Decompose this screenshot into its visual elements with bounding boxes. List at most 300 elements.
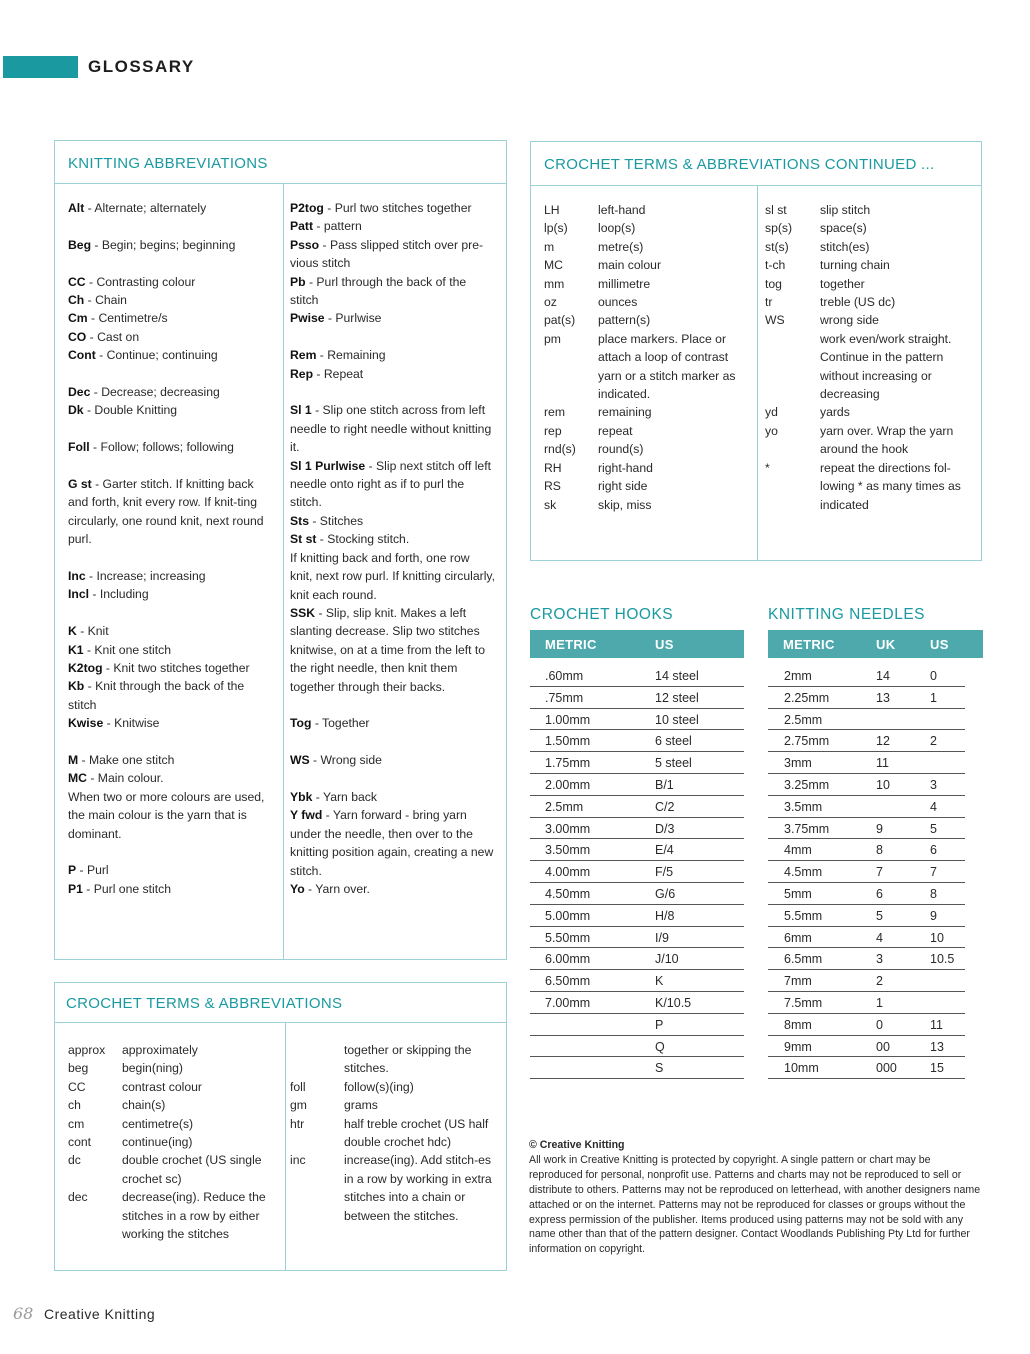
glossary-definition: treble (US dc) [820,295,896,310]
table-row [768,861,965,883]
glossary-definition: wrong side [820,313,879,328]
table-cell: 11 [930,1017,943,1032]
table-cell: G/6 [655,887,676,901]
glossary-term: rem [544,405,565,420]
table-cell: E/4 [655,843,674,858]
table-cell: 5.50mm [545,930,591,945]
glossary-definition: pattern(s) [598,313,651,328]
glossary-term: * [765,460,770,475]
table-row [768,796,965,818]
glossary-row [290,1115,500,1152]
abbreviation-term: Pwise [290,311,325,326]
glossary-row [68,1151,278,1188]
table-row [768,927,965,949]
table-cell: 14 [876,669,890,683]
glossary-term: inc [290,1153,306,1168]
glossary-row [544,238,749,256]
column-divider [285,1023,286,1270]
abbreviation-definition: - Knit two stitches together [102,661,250,676]
table-cell: I/9 [655,930,669,945]
abbreviation-definition: - Contrasting colour [85,274,196,289]
abbreviation-term: M [68,753,79,768]
abbreviation-group [290,199,495,328]
abbreviation-term: P2tog [290,201,324,215]
abbreviation-definition: - Decrease; decreasing [90,385,220,400]
glossary-term: yd [765,405,778,420]
table-cell: 6mm [784,930,812,945]
table-row [768,774,965,796]
table-row [530,992,744,1014]
abbreviation-definition: - Repeat [313,366,364,381]
table-cell: 10 [930,930,944,945]
table-row [530,1036,744,1058]
glossary-definition: slip stitch [820,203,871,217]
glossary-definition: right side [598,479,648,494]
table-cell: 7 [930,865,937,880]
table-cell: 3.00mm [545,821,591,836]
abbreviation-group [68,622,273,732]
abbreviation-term: Kb [68,679,85,694]
abbreviation-definition: - Stocking stitch. [316,532,410,547]
table-cell: 10.5 [930,952,955,967]
glossary-term: t-ch [765,258,786,273]
glossary-row [544,459,749,477]
glossary-term: WS [765,313,785,328]
table-cell: .75mm [545,690,584,705]
abbreviation-term: Psso [290,237,320,252]
table-cell: 4 [876,930,883,945]
crochet-terms-right [290,1041,500,1225]
abbreviation-term: Ch [68,293,85,307]
glossary-row [765,275,975,293]
abbreviation-term: G st [68,477,92,492]
abbreviation-term: Pb [290,274,306,289]
glossary-row [544,256,749,274]
abbreviation-definition: - Main colour. [86,771,164,786]
abbreviation-term: Kwise [68,716,104,731]
abbreviation-definition: - Slip, slip knit. Makes a left slanting decrease. Slip two stitches knitwise, on at a time from the left to the right needle, then knit them together through their backs. [290,605,486,694]
knitting-abbreviations-title: KNITTING ABBREVIATIONS [68,155,268,172]
abbreviation-definition: - Purl two stitches together [323,201,472,215]
table-cell: 2 [930,734,937,749]
glossary-row [544,403,749,421]
table-cell: 2.00mm [545,778,591,792]
abbreviation-definition: - Make one stitch [78,753,175,768]
knitting-col-right [290,199,495,898]
table-cell: 3mm [784,756,812,771]
glossary-row [544,219,749,237]
glossary-term: cm [68,1116,85,1131]
glossary-term: approx [68,1043,106,1057]
abbreviation-group [68,383,273,420]
abbreviation-term: Cont [68,348,96,363]
table-row [768,1057,965,1079]
table-cell: 3.50mm [545,843,591,858]
table-row [530,1014,744,1036]
abbreviation-group [68,475,273,549]
hooks-header-metric: METRIC [545,637,597,652]
glossary-term [290,1041,344,1078]
table-row [530,839,744,861]
table-cell: 2.5mm [784,712,823,727]
page-number: 68 [13,1304,34,1323]
glossary-definition: decrease(ing). Reduce the stitches in a row by either working the stitches [122,1190,266,1242]
glossary-row [765,422,975,459]
glossary-row [765,293,975,311]
glossary-term: mm [544,276,565,291]
glossary-definition: begin(ning) [122,1061,183,1076]
abbreviation-term: Alt [68,201,85,215]
table-cell: 0 [876,1017,883,1032]
glossary-row [765,330,975,404]
glossary-term: gm [290,1098,307,1113]
knitting-col-left [68,199,273,898]
table-cell: 10 [876,778,890,792]
table-row [530,752,744,774]
glossary-term: m [544,239,555,254]
abbreviation-definition: - Alternate; alternately [84,201,207,215]
abbreviation-definition: - Knit through the back of the stitch [68,679,245,712]
knitting-needles-header [768,630,983,658]
glossary-definition: approximately [122,1043,198,1057]
glossary-row [68,1096,278,1114]
copyright-text: All work in Creative Knitting is protected by copyright. A single pattern or chart may be reproduced for personal, nonprofit use. Patterns and charts may not be reproduced to sell or distribute to others. Patterns may not be reproduced on letterhead, with another designers name attached or on the internet. Patterns may not be reproduced for classes or groups without the express permission of the publisher. Items produced using patterns may not be sold with any name other than that of the pattern designer. Contact Woodlands Publishing Pty Ltd for further information on copyright. [529,1153,981,1256]
table-row [530,730,744,752]
abbreviation-term: CC [68,274,86,289]
glossary-row [68,1115,278,1133]
abbreviation-definition: - Slip one stitch across from left needle to right needle without knitting it. [290,403,492,455]
glossary-definition: millimetre [598,276,651,291]
abbreviation-term: K [68,624,77,639]
abbreviation-definition: - Double Knitting [83,403,178,418]
abbreviation-definition: - Stitches [308,513,364,528]
glossary-term: pat(s) [544,313,576,328]
glossary-term [765,330,820,404]
abbreviation-definition: - Knit one stitch [83,642,171,657]
glossary-row [544,293,749,311]
crochet-terms-left [68,1041,278,1243]
glossary-row [765,201,975,219]
page-title: GLOSSARY [88,57,195,76]
glossary-definition: ounces [598,295,638,310]
glossary-definition: grams [344,1098,378,1113]
glossary-row [68,1078,278,1096]
glossary-row [765,238,975,256]
glossary-term: sp(s) [765,221,793,236]
glossary-definition: stitch(es) [820,239,870,254]
glossary-term: sl st [765,203,787,217]
glossary-term: st(s) [765,239,789,254]
glossary-term: cont [68,1135,92,1150]
abbreviation-definition: - Pass slipped stitch over pre-vious stitch [290,237,484,271]
glossary-definition: follow(s)(ing) [344,1079,414,1094]
abbreviation-term: Patt [290,219,314,234]
magazine-name: Creative Knitting [44,1306,156,1322]
abbreviation-definition: - Cast on [86,329,140,344]
glossary-definition: remaining [598,405,652,420]
table-cell: 7.5mm [784,996,823,1010]
table-cell: K [655,974,664,989]
table-cell: H/8 [655,908,675,923]
abbreviation-definition: - Purlwise [324,311,382,326]
abbreviation-definition: - Remaining [316,348,386,363]
abbreviation-definition: - Yarn forward - bring yarn under the needle, then over to the knitting position again, creating a new stitch. [290,808,494,878]
table-cell: 6 [930,843,937,858]
table-cell: S [655,1061,664,1076]
table-cell: 15 [930,1061,944,1076]
table-cell: 2 [876,974,883,989]
abbreviation-definition: - Increase; increasing [85,569,206,584]
table-cell: 8 [876,843,883,858]
abbreviation-term: K2tog [68,661,103,676]
table-row [768,1036,965,1058]
table-cell: 1 [930,690,937,705]
table-cell: 5 steel [655,756,692,771]
table-cell: 4.00mm [545,865,591,880]
glossary-row [544,422,749,440]
table-cell: 4.50mm [545,887,591,901]
table-cell: 12 steel [655,690,699,705]
glossary-definition: work even/work straight. Continue in the pattern without increasing or decreasing [820,331,952,402]
table-row [530,818,744,840]
table-row [768,948,965,970]
abbreviation-definition: - Yarn over. [304,881,370,896]
abbreviation-group [68,751,273,843]
crochet-continued-box [530,141,982,561]
glossary-term: dc [68,1153,81,1168]
abbreviation-group [68,861,273,898]
glossary-row [765,256,975,274]
abbreviation-definition: - Slip next stitch off left needle onto right as if to purl the stitch. [290,458,491,510]
table-cell: 5.00mm [545,908,591,923]
glossary-row [544,311,749,329]
table-cell: 6.50mm [545,974,591,989]
abbreviation-term: Inc [68,569,86,584]
table-cell: 3.5mm [784,799,823,814]
table-cell: 9 [876,821,883,836]
crochet-continued-left [544,201,749,514]
glossary-row [68,1041,278,1059]
table-row [530,948,744,970]
glossary-row [290,1151,500,1225]
abbreviation-definition: - Wrong side [309,753,382,768]
abbreviation-definition: - Purl through the back of the stitch [290,274,467,308]
glossary-term: LH [544,203,560,217]
table-cell: 1.75mm [545,756,591,771]
table-row [768,839,965,861]
table-cell: 7.00mm [545,996,591,1010]
table-cell: 5 [876,908,883,923]
crochet-continued-title: CROCHET TERMS & ABBREVIATIONS CONTINUED ... [544,156,935,173]
table-cell: .60mm [545,669,584,683]
table-cell: 2.75mm [784,734,830,749]
glossary-row [544,496,749,514]
abbreviation-definition: - Garter stitch. If knitting back and forth, knit every row. If knit-ting circularly, one round knit, next round purl. [68,477,264,547]
abbreviation-term: Dk [68,403,84,418]
glossary-term: ch [68,1098,81,1113]
table-cell: 9mm [784,1039,812,1054]
glossary-definition: turning chain [820,258,890,273]
abbreviation-definition: - Purl one stitch [82,881,171,896]
glossary-definition: loop(s) [598,221,636,236]
table-cell: 9 [930,908,937,923]
abbreviation-term: Beg [68,237,92,252]
glossary-definition: space(s) [820,221,867,236]
abbreviation-definition: - Together [311,716,370,731]
table-row [768,687,965,709]
abbreviation-term: Sts [290,513,309,528]
table-row [530,970,744,992]
glossary-row [68,1059,278,1077]
abbreviation-term: MC [68,771,87,786]
table-cell: 5 [930,821,937,836]
glossary-term: dec [68,1190,88,1205]
glossary-term: sk [544,497,557,512]
table-cell: 3.25mm [784,778,830,792]
glossary-definition: round(s) [598,442,644,457]
table-cell: K/10.5 [655,996,692,1010]
glossary-row [290,1041,500,1078]
glossary-row [290,1078,500,1096]
glossary-definition: half treble crochet (US half double crochet hdc) [344,1116,489,1150]
abbreviation-term: Sl 1 [290,403,312,418]
table-cell: Q [655,1039,665,1054]
abbreviation-definition: - Including [89,587,149,602]
table-cell: C/2 [655,799,675,814]
abbreviation-term: Cm [68,311,88,326]
table-cell: F/5 [655,865,674,880]
abbreviation-group [68,273,273,365]
abbreviation-term: Ybk [290,789,313,804]
table-row [530,1057,744,1079]
glossary-definition: centimetre(s) [122,1116,194,1131]
abbreviation-definition: - Knitwise [103,716,160,731]
crochet-hooks-title: CROCHET HOOKS [530,606,674,623]
abbreviation-group [68,236,273,254]
glossary-definition: increase(ing). Add stitch-es in a row by working in extra stitches into a chain or between the stitches. [344,1153,492,1223]
column-divider [757,186,758,560]
glossary-definition: yards [820,405,850,420]
table-cell: 1.50mm [545,734,591,749]
glossary-term: tog [765,276,782,291]
table-cell: 6 [876,887,883,901]
abbreviation-term: Incl [68,587,89,602]
crochet-continued-header [531,142,981,186]
crochet-terms-box [54,982,507,1271]
abbreviation-term: Rep [290,366,314,381]
table-cell: 3 [930,778,937,792]
glossary-definition: yarn over. Wrap the yarn around the hook [820,423,954,457]
glossary-term: RS [544,479,561,494]
hooks-header-us: US [655,637,674,652]
needles-header-metric: METRIC [783,637,835,652]
table-cell: 13 [876,690,890,705]
glossary-definition: double crochet (US single crochet sc) [122,1153,262,1186]
glossary-definition: skip, miss [598,497,652,512]
table-cell: 2.25mm [784,690,830,705]
table-cell: 00 [876,1039,890,1054]
glossary-definition: repeat the directions fol-lowing * as many times as indicated [820,460,961,512]
table-row [768,992,965,1014]
header-accent-bar [3,56,78,78]
glossary-definition: metre(s) [598,239,644,254]
crochet-hooks-header [530,630,744,658]
abbreviation-definition: - Yarn back [312,789,377,804]
knitting-abbreviations-box [54,140,507,960]
glossary-row [544,440,749,458]
glossary-row [68,1133,278,1151]
table-row [768,1014,965,1036]
table-row [530,927,744,949]
copyright-notice [529,1138,981,1257]
abbreviation-definition: - Purl [76,863,109,878]
table-cell: 10 steel [655,712,699,727]
glossary-definition: repeat [598,423,633,438]
table-cell: 4.5mm [784,865,823,880]
table-cell: 6 steel [655,734,692,749]
glossary-term: rnd(s) [544,442,576,457]
table-cell: 7mm [784,974,812,989]
abbreviation-term: Y fwd [290,808,323,823]
glossary-definition: left-hand [598,203,646,217]
table-cell: 2.5mm [545,799,584,814]
abbreviation-group [68,199,273,217]
glossary-term: RH [544,460,562,475]
abbreviation-term: P [68,863,77,878]
table-cell: 4mm [784,843,812,858]
abbreviation-group [290,346,495,383]
abbreviation-definition: - pattern [313,219,362,234]
glossary-definition: main colour [598,258,661,273]
abbreviation-definition: - Centimetre/s [87,311,168,326]
abbreviation-group [290,714,495,732]
table-row [530,905,744,927]
table-row [768,709,965,731]
knitting-needles-title: KNITTING NEEDLES [768,606,925,623]
table-row [768,818,965,840]
glossary-term: yo [765,423,778,438]
glossary-row [544,330,749,404]
abbreviation-term: CO [68,329,87,344]
glossary-term: MC [544,258,563,273]
abbreviation-term: Yo [290,881,305,896]
table-row [768,665,965,687]
abbreviation-definition: - Knit [76,624,109,639]
table-cell: 8 [930,887,937,901]
table-row [768,905,965,927]
abbreviation-term: Foll [68,440,90,455]
table-row [530,774,744,796]
glossary-term: rep [544,423,562,438]
abbreviation-definition: - Follow; follows; following [89,440,234,455]
glossary-definition: place markers. Place or attach a loop of contrast yarn or a stitch marker as indicated. [598,331,736,402]
table-cell: 4 [930,799,937,814]
abbreviation-group [290,751,495,769]
abbreviation-group [68,567,273,604]
table-cell: 10mm [784,1061,819,1076]
knitting-abbreviations-header [55,141,506,184]
glossary-row [544,477,749,495]
table-row [768,883,965,905]
glossary-term: lp(s) [544,221,568,236]
glossary-row [544,201,749,219]
abbreviation-group [68,438,273,456]
table-row [768,970,965,992]
table-cell: 5.5mm [784,908,823,923]
abbreviation-definition: - Begin; begins; beginning [91,237,236,252]
table-cell: 8mm [784,1017,812,1032]
abbreviation-term: Tog [290,716,312,731]
